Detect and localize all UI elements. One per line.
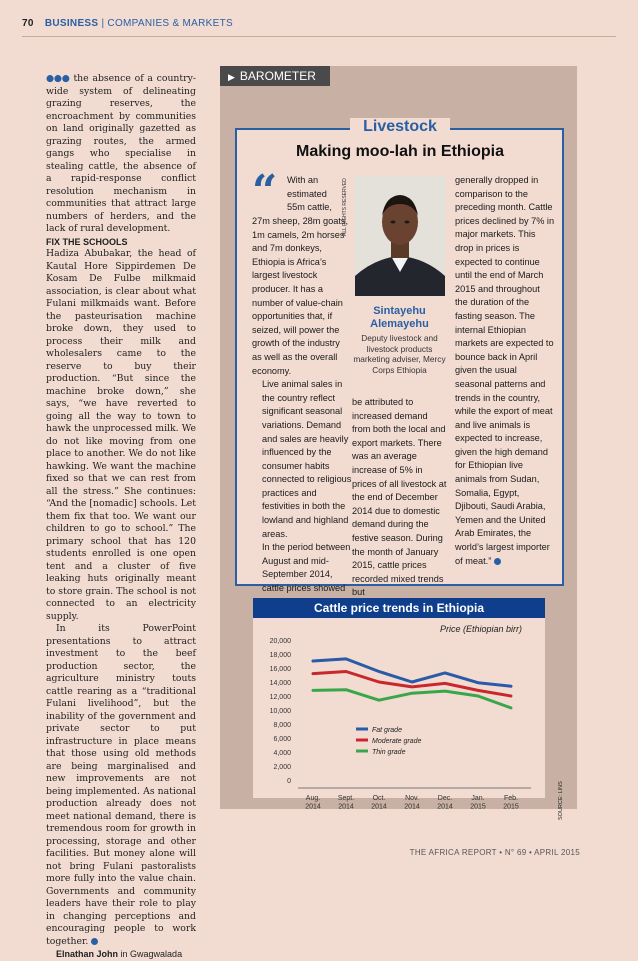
photo-credit: ALL RIGHTS RESERVED (342, 178, 348, 236)
x-tick-label: Jan. 2015 (470, 795, 486, 811)
portrait-image (355, 176, 445, 296)
page-number: 70 (22, 18, 34, 29)
end-mark-icon (494, 558, 501, 565)
x-tick-label: Oct. 2014 (371, 795, 387, 811)
paragraph-2: Hadiza Abubakar, the head of Kautal Hore Sippirdemen De Kosam De Fulbe milkmaid association, is clear about what Fulani milkmaids want. Before the pasteurisation machine broke down, they used to process their milk and wholesalers came to the reserve to buy their production. “But since the machine broke down,” she says, “we have reverted to going all the way to town to hawk the unprocessed milk. We do not like moving from one place to another. We do not like hawking. We want the machine fixed so that we can rest from all the stress.” She continues: “And the [nomadic] schools. Let them fix that too. We want our children to go to school.” The primary school that has 120 students enrolled is one open tent and a cluster of five leaking huts originally meant to store grain. The school is not connected to an electricity supply. (46, 248, 196, 622)
y-tick-label: 10,000 (269, 708, 291, 715)
y-tick-label: 4,000 (273, 750, 291, 757)
x-tick-label: Nov. 2014 (404, 795, 420, 811)
y-tick-label: 2,000 (273, 764, 291, 771)
box-headline: Making moo-lah in Ethiopia (296, 143, 504, 160)
interview-text-c: generally dropped in comparison to the preceding month. Cattle prices declined by 7% in major markets. This drop in prices is expected to continue until the end of March 2015 and throughout the duration of the fasting season. The internal Ethiopian markets are expected to bounce back in April given the usual seasonal patterns and trends in the country, while the export of meat and live animals is expected to increase, given the high demand for Ethiopian live animals from Sudan, Somalia, Egypt, Djibouti, Saudi Arabia, Yemen and the United Arab Emirates, the world’s largest importer of meat.” (455, 175, 555, 566)
paragraph-3 (46, 623, 196, 948)
legend-label: Moderate grade (372, 738, 422, 745)
x-tick-label: Feb. 2015 (503, 795, 519, 811)
y-tick-label: 6,000 (273, 736, 291, 743)
byline-place: in Gwagwalada (120, 949, 183, 959)
page-header (22, 18, 233, 29)
interview-column-c (455, 174, 555, 568)
y-tick-label: 18,000 (269, 652, 291, 659)
x-tick-label: Sept. 2014 (337, 795, 355, 811)
legend-label: Thin grade (372, 749, 406, 756)
paragraph-1 (46, 73, 196, 236)
paragraph-3-text: In its PowerPoint presentations to attract investment to the beef production sector, the agriculture ministry touts cattle rearing as a “traditional Fulani livelihood”, but the inability of the government and private sector to put infrastructure in place means that those using old methods are being marginalised and new improvements are not being implemented. As national production already does not meet national demand, there is tremendous room for growth in processing, storage and other facilities. But money alone will not bring Fulani pastoralists more fully into the value chain. Governments and community leaders have their role to play in changing perceptions and encouraging people to work together. (46, 623, 196, 947)
end-mark-icon (91, 938, 98, 945)
person-role: Deputy livestock and livestock products marketing adviser, Mercy Corps Ethiopia (353, 333, 446, 375)
quote-mark-icon: “ (252, 166, 278, 217)
continuation-bullets: ●●● (46, 73, 70, 84)
subsection-name: | COMPANIES & MARKETS (101, 18, 233, 29)
byline (46, 948, 196, 961)
x-tick-label: Aug. 2014 (305, 795, 321, 811)
page-footer: THE AFRICA REPORT • N° 69 • APRIL 2015 (409, 848, 580, 857)
paragraph-1-text: the absence of a country-wide system of delineating grazing reserves, the encroachment by communities on land originally gazetted as grazing routes, the armed gangs who specialise in stealing cattle, the absence of a rapid-response conflict resolution mechanism in communities that attract large numbers of herders, and the lack of rural development. (46, 73, 196, 234)
person-name: Sintayehu Alemayehu (370, 305, 429, 330)
y-tick-label: 8,000 (273, 722, 291, 729)
barometer-tag (220, 66, 330, 86)
chart-title: Cattle price trends in Ethiopia (253, 598, 545, 618)
interview-text-a4: In the period between August and mid-September 2014, cattle prices showed (262, 542, 351, 594)
triangle-icon: ▶ (228, 72, 235, 82)
y-tick-label: 0 (287, 778, 291, 785)
interview-text-a3: Live animal sales in the country reflect significant seasonal variations. Demand and sales are heavily influenced by the consumer habits connected to religious practices and festivities in both the lowland and highland areas. (262, 379, 352, 539)
interview-column-a (252, 215, 352, 623)
article-column (46, 73, 196, 961)
y-tick-label: 12,000 (269, 694, 291, 701)
interview-text-a2: 27m sheep, 28m goats, 1m camels, 2m horses and 7m donkeys, Ethiopia is Africa’s largest livestock producer. It has a number of value-chain opportunities that, if seized, will power the growth of the industry as well as the overall economy. (252, 216, 349, 376)
x-tick-label: Dec. 2014 (437, 795, 453, 811)
interview-column-b: be attributed to increased demand from both the local and export markets. There was an average increase of 5% in prices of all livestock at the end of December 2014 due to domestic demand during the festive season. During the month of January 2015, cattle prices recorded mixed trends but (352, 397, 447, 598)
legend-label: Fat grade (372, 727, 402, 734)
chart-y-label: Price (Ethiopian birr) (440, 624, 523, 634)
box-title: Livestock (350, 118, 450, 136)
header-rule (22, 36, 616, 37)
byline-name: Elnathan John (56, 949, 119, 959)
barometer-label: BAROMETER (239, 69, 316, 83)
subhead-fix-schools: FIX THE SCHOOLS (46, 236, 128, 247)
y-tick-label: 14,000 (269, 680, 291, 687)
y-tick-label: 20,000 (269, 638, 291, 645)
section-name: BUSINESS (44, 18, 99, 29)
interview-text-a1: With an estimated 55m cattle, (287, 175, 332, 213)
y-tick-label: 16,000 (269, 666, 291, 673)
portrait-photo (355, 176, 445, 296)
price-chart (253, 618, 545, 818)
chart-source: SOURCE: LINS (558, 781, 564, 820)
